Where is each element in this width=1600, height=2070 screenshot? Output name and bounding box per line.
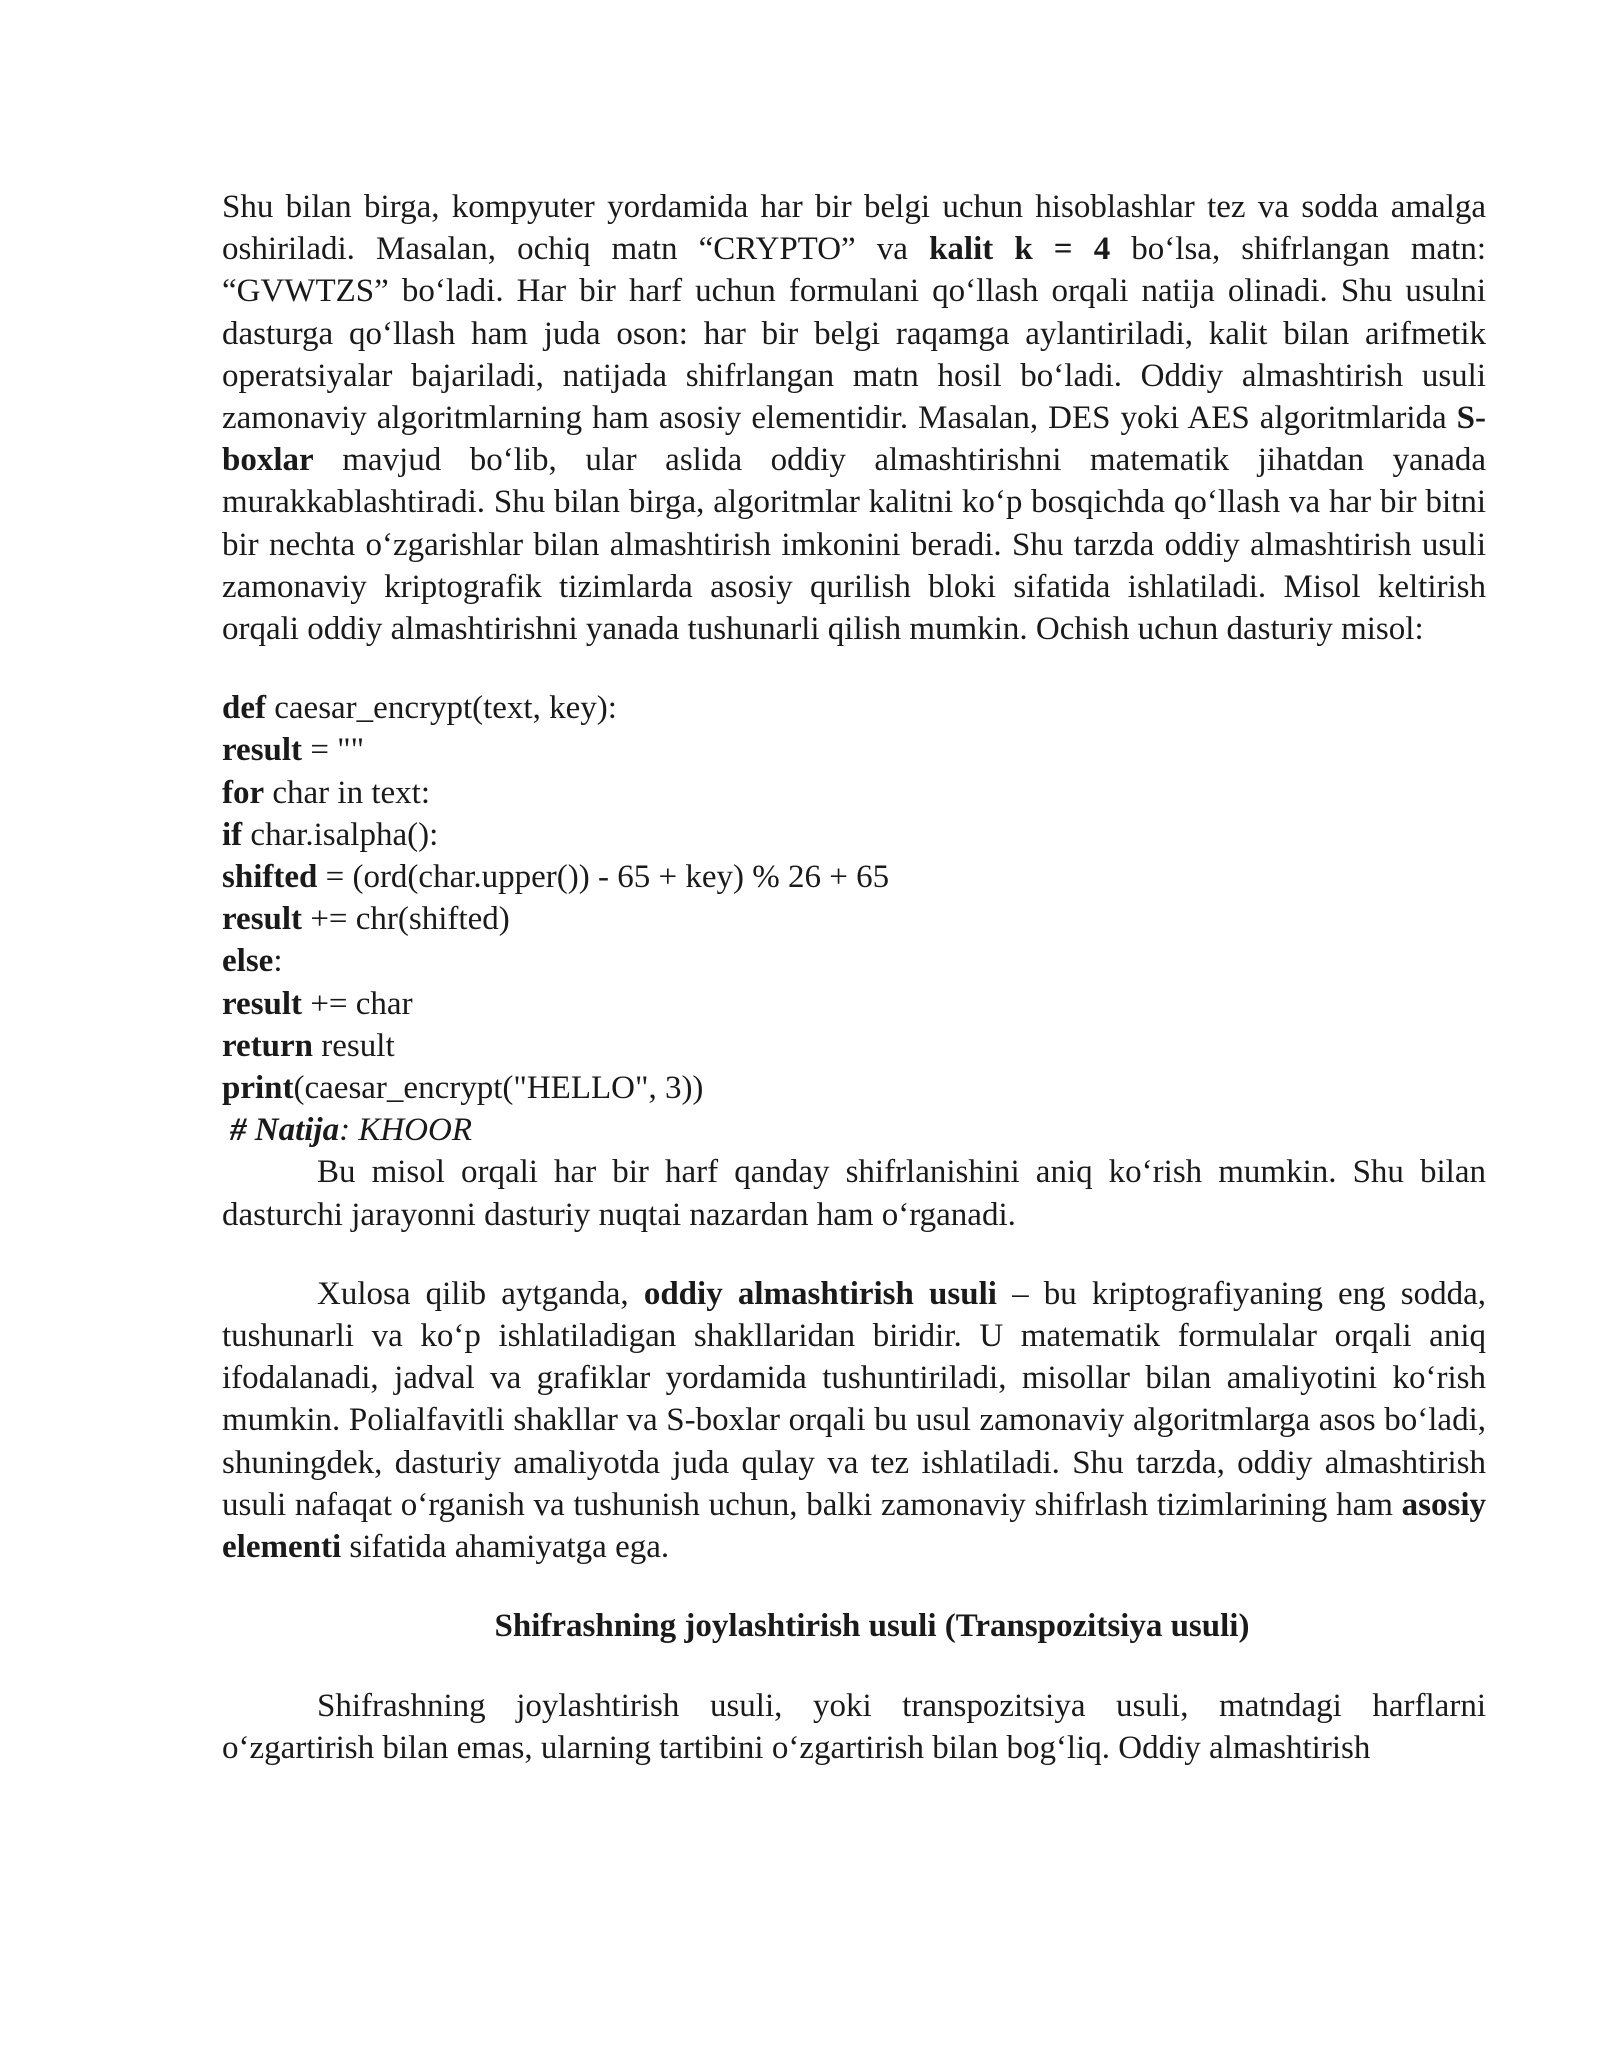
code-keyword: if	[222, 816, 243, 853]
spacer	[222, 650, 1486, 687]
code-text: result	[313, 1027, 395, 1064]
code-line	[222, 898, 1486, 940]
paragraph-transposition: Shifrashning joylashtirish usuli, yoki transpozitsiya usuli, matndagi harflarni o‘zgartirish bilan emas, ularning tartibini o‘zgartirish bilan bog‘liq. Oddiy almashtirish	[222, 1687, 1486, 1766]
bold-key-term: kalit k = 4	[929, 231, 1111, 268]
code-line	[222, 729, 1486, 771]
text-run: Shu bilan birga, kompyuter yordamida har bir belgi uchun hisoblashlar tez va sodda amalga oshiriladi. Masalan, ochiq matn “CRYPTO” va	[222, 189, 1486, 268]
paragraph-intro	[222, 186, 1486, 650]
code-line	[222, 814, 1486, 856]
code-keyword: for	[222, 774, 265, 811]
code-keyword: return	[222, 1027, 314, 1064]
code-text: (caesar_encrypt("HELLO", 3))	[293, 1070, 704, 1107]
text-run: bo‘lsa, shifrlangan matn: “GVWTZS” bo‘ladi. Har bir harf uchun formulani qo‘llash orqali natija olinadi. Shu usulni dasturga qo‘llash ham juda oson: har bir belgi raqamga aylantiriladi, kalit bilan arifmetik operatsiyalar bajariladi, natijada shifrlangan matn hosil bo‘ladi. Oddiy almashtirish usuli zamonaviy algoritmlarning ham asosiy elementidir. Masalan, DES yoki AES algoritmlarida	[222, 231, 1486, 437]
code-keyword: print	[222, 1070, 294, 1107]
paragraph-conclusion	[222, 1273, 1486, 1568]
spacer	[222, 1568, 1486, 1605]
code-keyword: result	[222, 901, 303, 938]
text-run: Xulosa qilib aytganda,	[317, 1275, 644, 1312]
document-page	[222, 186, 1486, 1769]
code-line	[222, 1067, 1486, 1109]
paragraph-example-note: Bu misol orqali har bir harf qanday shifrlanishini aniq ko‘rish mumkin. Shu bilan dasturchi jarayonni dasturiy nuqtai nazardan ham o‘rganadi.	[222, 1154, 1486, 1233]
code-text: = (ord(char.upper()) - 65 + key) % 26 + 65	[317, 859, 890, 896]
bold-method-term: oddiy almashtirish usuli	[643, 1275, 997, 1312]
code-text: char in text:	[264, 774, 430, 811]
code-text: char.isalpha():	[242, 816, 439, 853]
code-text: += chr(shifted)	[302, 901, 510, 938]
code-line	[222, 983, 1486, 1025]
text-run: mavjud bo‘lib, ular aslida oddiy almashtirishni matematik jihatdan yanada murakkablashtiradi. Shu bilan birga, algoritmlar kalitni ko‘p bosqichda qo‘llash va har bir bitni bir nechta o‘zgarishlar bilan almashtirish imkonini beradi. Shu tarzda oddiy almashtirish usuli zamonaviy kriptografik tizimlarda asosiy qurilish bloki sifatida ishlatiladi. Misol keltirish orqali oddiy almashtirishni yanada tushunarli qilish mumkin. Ochish uchun dasturiy misol:	[222, 442, 1486, 648]
code-keyword: shifted	[222, 859, 318, 896]
code-text: :	[273, 943, 283, 980]
code-text: += char	[302, 985, 413, 1022]
code-comment	[222, 1109, 1486, 1151]
code-keyword: result	[222, 985, 303, 1022]
code-line	[222, 1025, 1486, 1067]
spacer	[222, 1648, 1486, 1685]
code-line	[222, 687, 1486, 729]
bold-element-term: asosiy elementi	[222, 1486, 1486, 1566]
comment-text: : KHOOR	[339, 1112, 472, 1149]
code-line	[222, 856, 1486, 898]
code-keyword: def	[222, 690, 266, 727]
code-text: = ""	[302, 732, 365, 769]
code-line	[222, 940, 1486, 982]
text-run: – bu kriptografiyaning eng sodda, tushunarli va ko‘p ishlatiladigan shakllaridan biridir. U matematik formulalar orqali aniq ifodalanadi, jadval va grafiklar yordamida tushuntiriladi, misollar bilan amaliyotini ko‘rish mumkin. Polialfavitli shakllar va S-boxlar orqali bu usul zamonaviy algoritmlarga asos bo‘ladi, shuningdek, dasturiy amaliyotda juda qulay va tez ishlatiladi. Shu tarzda, oddiy almashtirish usuli nafaqat o‘rganish va tushunish uchun, balki zamonaviy shifrlash tizimlarining ham	[222, 1275, 1487, 1523]
code-keyword: else	[222, 943, 274, 980]
code-line	[222, 772, 1486, 814]
comment-label: # Natija	[230, 1112, 340, 1149]
text-run: sifatida ahamiyatga ega.	[341, 1529, 670, 1566]
spacer	[222, 1236, 1486, 1273]
section-heading: Shifrashning joylashtirish usuli (Transpozitsiya usuli)	[494, 1608, 1250, 1645]
code-example	[222, 687, 1486, 1151]
code-keyword: result	[222, 732, 303, 769]
bold-sboxes-term: S-boxlar	[222, 400, 1486, 479]
code-text: caesar_encrypt(text, key):	[266, 690, 617, 727]
